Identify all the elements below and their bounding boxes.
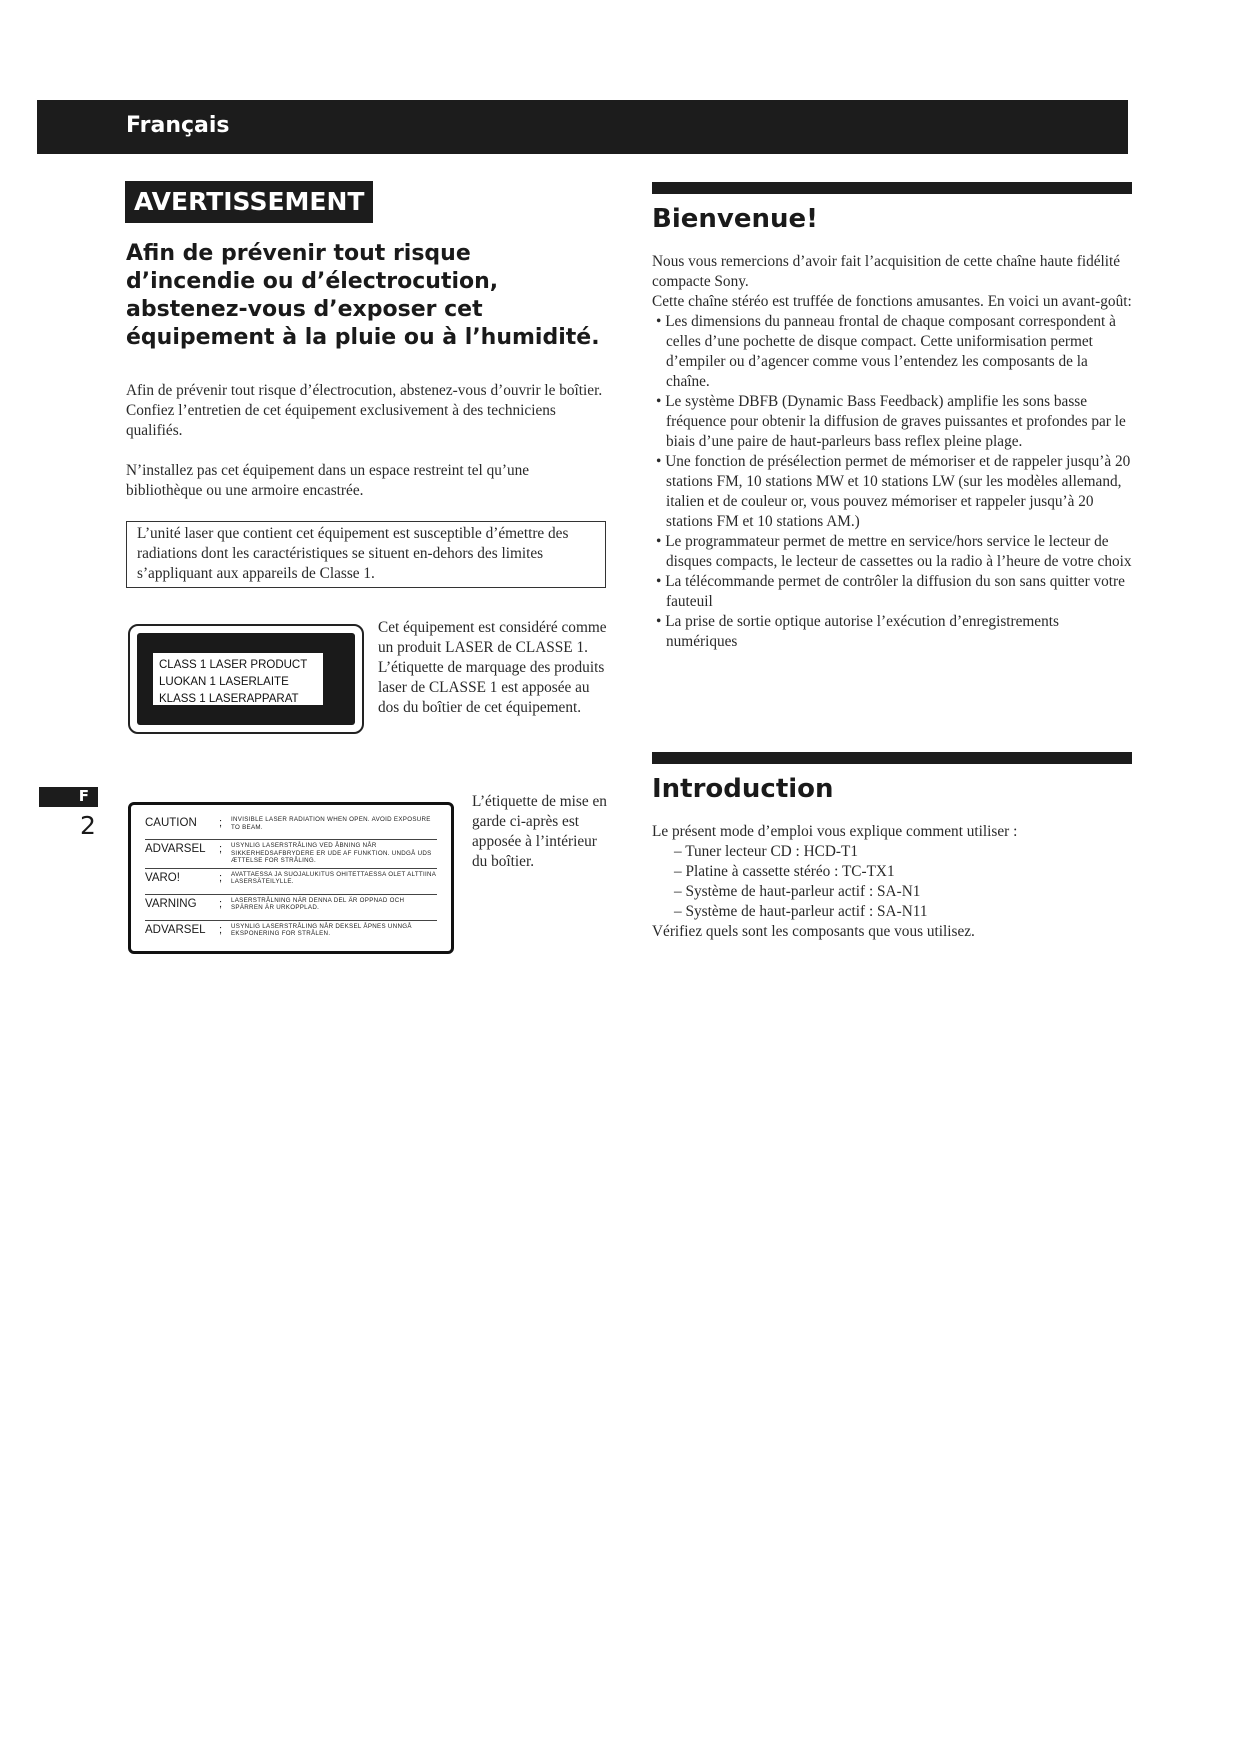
list-item: • La télécommande permet de contrôler la diffusion du son sans quitter votre fauteuil	[652, 572, 1132, 612]
list-item: • La prise de sortie optique autorise l’exécution d’enregistrements numériques	[652, 612, 1132, 652]
welcome-title: Bienvenue!	[652, 204, 818, 234]
section-letter: F	[78, 787, 89, 805]
caution-row: CAUTION ; INVISIBLE LASER RADIATION WHEN OPEN. AVOID EXPOSURE TO BEAM.	[145, 814, 437, 840]
language-label: Français	[126, 113, 230, 138]
list-item: – Tuner lecteur CD : HCD-T1	[652, 842, 1132, 862]
list-item: • Les dimensions du panneau frontal de chaque composant correspondent à celles d’une pochette de disque compact. Cette uniformisation permet d’empiler ou d’agencer comme vous l’entendez les composants de la chaîne.	[652, 312, 1132, 392]
list-item: – Platine à cassette stéréo : TC-TX1	[652, 862, 1132, 882]
page-number: 2	[80, 811, 96, 840]
list-item: • Le système DBFB (Dynamic Bass Feedback) amplifie les sons basse fréquence pour obtenir la diffusion de graves puissantes et profondes par le biais d’une paire de haut-parleurs bass reflex pleine plage.	[652, 392, 1132, 452]
introduction-title: Introduction	[652, 774, 834, 804]
welcome-paragraph-1: Nous vous remercions d’avoir fait l’acquisition de cette chaîne haute fidélité compacte Sony.	[652, 253, 1121, 290]
laser-class-plate	[153, 653, 323, 705]
warning-title: AVERTISSEMENT	[126, 182, 372, 222]
laser-class-description: Cet équipement est considéré comme un produit LASER de CLASSE 1. L’étiquette de marquage des produits laser de CLASSE 1 est apposée au dos du boîtier de cet équipement.	[378, 619, 607, 716]
language-header-bar	[37, 100, 1128, 154]
caution-row: VARO! ; AVATTAESSA JA SUOJALUKITUS OHITETTAESSA OLET ALTTIINA LASERSÄTEILYLLE.	[145, 869, 437, 895]
section-rule	[652, 182, 1132, 194]
laser-class-line: LUOKAN 1 LASERLAITE	[159, 676, 289, 688]
introduction-section	[652, 752, 1132, 942]
laser-class-section	[126, 619, 607, 762]
section-tab	[39, 787, 98, 807]
introduction-paragraph-2: Vérifiez quels sont les composants que vous utilisez.	[652, 923, 975, 940]
welcome-paragraph-2: Cette chaîne stéréo est truffée de fonctions amusantes. En voici un avant-goût:	[652, 293, 1132, 310]
caution-row: ADVARSEL ; USYNLIG LASERSTRÅLING VED ÅBNING NÅR SIKKERHEDSAFBRYDERE ER UDE AF FUNKTION. UNDGÅ UDS ÆTTELSE FOR STRÅLING.	[145, 840, 437, 869]
laser-class-label-image	[128, 624, 364, 734]
list-item: – Système de haut-parleur actif : SA-N11	[652, 902, 1132, 922]
laser-class-line: KLASS 1 LASERAPPARAT	[159, 693, 299, 705]
warning-paragraph-2: N’installez pas cet équipement dans un espace restreint tel qu’une bibliothèque ou une armoire encastrée.	[126, 462, 530, 499]
list-item: • Le programmateur permet de mettre en service/hors service le lecteur de disques compacts, le lecteur de cassettes ou la radio à l’heure de votre choix	[652, 532, 1132, 572]
caution-description: L’étiquette de mise en garde ci-après est apposée à l’intérieur du boîtier.	[472, 793, 607, 870]
warning-paragraph-1: Afin de prévenir tout risque d’électrocution, abstenez-vous d’ouvrir le boîtier. Confiez l’entretien de cet équipement exclusivement à des techniciens qualifiés.	[126, 382, 603, 439]
right-column	[652, 182, 1132, 940]
caution-row: ADVARSEL ; USYNLIG LASERSTRÅLING NÅR DEKSEL ÅPNES UNNGÅ EKSPONERING FOR STRÅLEN.	[145, 922, 412, 937]
laser-class-line: CLASS 1 LASER PRODUCT	[159, 659, 308, 671]
introduction-paragraph-1: Le présent mode d’emploi vous explique comment utiliser :	[652, 823, 1018, 840]
list-item: • Une fonction de présélection permet de mémoriser et de rappeler jusqu’à 20 stations FM, 10 stations MW et 10 stations LW (sur les modèles allemand, italien et de couleur or, vous pouvez mémoriser et rappeler jusqu’à 20 stations FM et 10 stations AM.)	[652, 452, 1132, 532]
list-item: – Système de haut-parleur actif : SA-N1	[652, 882, 1132, 902]
laser-notice-box: L’unité laser que contient cet équipement est susceptible d’émettre des radiations dont les caractéristiques se situent en-dehors des limites s’appliquant aux appareils de Classe 1.	[126, 521, 606, 588]
welcome-feature-list	[652, 312, 1132, 652]
caution-label-image	[128, 802, 454, 954]
caution-section	[126, 792, 606, 952]
warning-lead: Afin de prévenir tout risque d’incendie ou d’électrocution, abstenez-vous d’exposer cet équipement à la pluie ou à l’humidité.	[126, 241, 600, 350]
caution-row: VARNING ; LASERSTRÅLNING NÄR DENNA DEL ÄR OPPNAD OCH SPÄRREN ÄR URKOPPLAD.	[145, 895, 437, 921]
section-rule	[652, 752, 1132, 764]
left-column	[126, 182, 607, 937]
component-list	[652, 842, 1132, 922]
